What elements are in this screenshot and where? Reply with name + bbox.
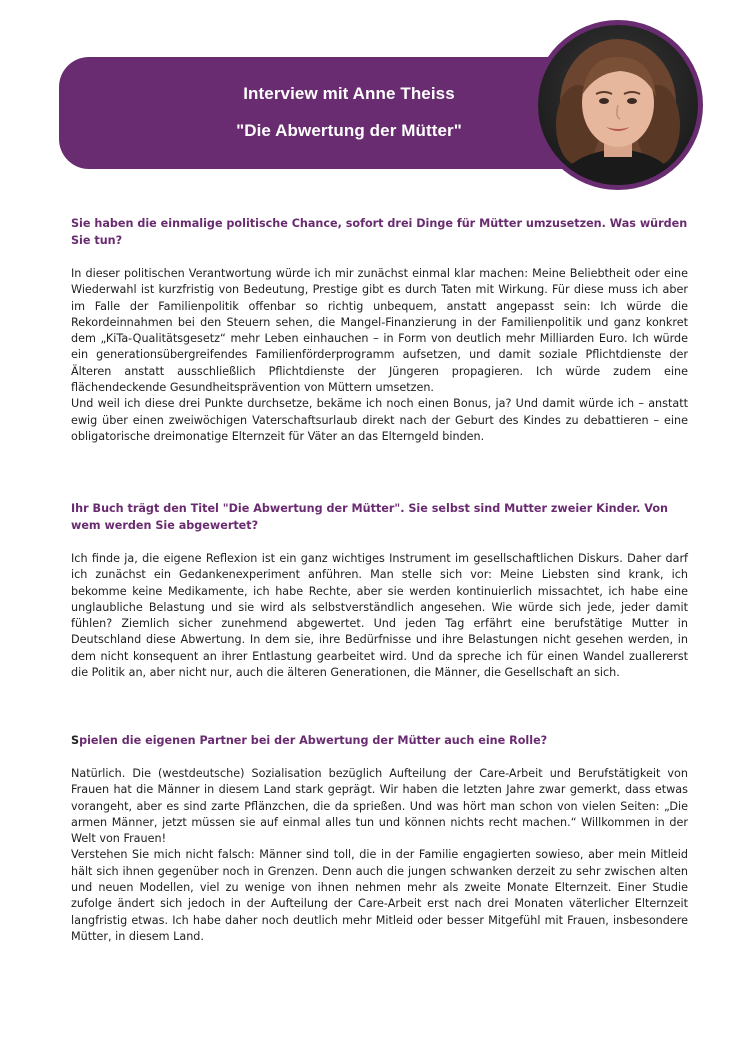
question-2: Ihr Buch trägt den Titel "Die Abwertung der Mütter". Sie selbst sind Mutter zweier Kinder. Von wem werden Sie abgewertet?	[71, 502, 668, 532]
question-1: Sie haben die einmalige politische Chance, sofort drei Dinge für Mütter umzusetzen. Was würden Sie tun?	[71, 217, 688, 247]
answer-1-paragraph-1: In dieser politischen Verantwortung würde ich mir zunächst einmal klar machen: Meine Beliebtheit oder eine Wiederwahl ist kurzfristig von Bedeutung, Prestige gibt es durch Taten mit Wirkung. Für diese muss ich aber im Falle der Familienpolitik offenbar so richtig unbequem, anstatt angepasst sein: Ich würde die Rekordeinnahmen bei den Steuern sehen, die Mangel-Finanzierung in der Familienpolitik und ganz konkret dem „KiTa-Qualitätsgesetz“ mehr Leben einhauchen – in Form von deutlich mehr Milliarden Euro. Ich würde ein generationsübergreifendes Familienförderprogramm aufsetzen, und damit soziale Pflichtdienste der Älteren anstatt ausschließlich Pflichtdienste der Jüngeren propagieren. Ich würde zudem eine flächendeckende Gesundheitsprävention von Müttern umsetzen.	[71, 267, 688, 395]
question-3	[71, 732, 688, 749]
question-3-text: pielen die eigenen Partner bei der Abwertung der Mütter auch eine Rolle?	[79, 734, 548, 747]
question-3-initial: S	[71, 734, 80, 747]
portrait-photo	[533, 20, 703, 190]
answer-2-paragraph-1: Ich finde ja, die eigene Reflexion ist ein ganz wichtiges Instrument im gesellschaftlichen Diskurs. Daher darf ich zunächst ein Gedankenexperiment anführen. Man stelle sich vor: Meine Liebsten sind krank, ich bekomme keine Medikamente, ich habe Rechte, aber sie werden kontinuierlich missachtet, ich habe eine unglaubliche Belastung und sie wird als selbstverständlich angesehen. Wie würde sich jede, jeder damit fühlen? Ziemlich sicher zunehmend abgewertet. Und jeden Tag erfährt eine berufstätige Mutter in Deutschland diese Abwertung. In dem sie, ihre Bedürfnisse und ihre Belastungen nicht gesehen werden, in dem nicht konsequent an ihrer Entlastung gearbeitet wird. Und da spreche ich für einen Wandel zuallererst die Politik an, aber nicht nur, auch die älteren Generationen, die Männer, die Gesellschaft an sich.	[71, 552, 688, 680]
answer-3-paragraph-2: Verstehen Sie mich nicht falsch: Männer sind toll, die in der Familie engagierten sowieso, aber mein Mitleid hält sich ihnen gegenüber noch in Grenzen. Denn auch die jungen schwanken derzeit zu sehr zwischen alten und neuen Modellen, viel zu wenige von ihnen nehmen mehr als zweite Monate Elternzeit. Einer Studie zufolge ändert sich jedoch in der Aufteilung der Care-Arbeit erst nach drei Monaten väterlicher Elternzeit langfristig etwas. Ich habe daher noch deutlich mehr Mitleid oder besser Mitgefühl mit Frauen, insbesondere Mütter, in diesem Land.	[71, 848, 688, 943]
answer-3-paragraph-1: Natürlich. Die (westdeutsche) Sozialisation bezüglich Aufteilung der Care-Arbeit und Berufstätigkeit von Frauen hat die Männer in diesem Land stark geprägt. Wir haben die letzten Jahre zwar gemerkt, dass etwas vorangeht, aber es sind zarte Pflänzchen, die da sprießen. Und was hört man schon von vielen Seiten: „Die armen Männer, jetzt müssen sie auf einmal alles tun und können nichts recht machen.“ Willkommen in der Welt von Frauen!	[71, 767, 688, 846]
answer-1	[71, 266, 688, 445]
portrait-image	[538, 25, 698, 185]
interview-title: Interview mit Anne Theiss	[243, 84, 455, 103]
answer-1-paragraph-2: Und weil ich diese drei Punkte durchsetze, bekäme ich noch einen Bonus, ja? Und damit würde ich – anstatt ewig über einen zweiwöchigen Vaterschaftsurlaub direkt nach der Geburt des Kindes zu debattieren – eine obligatorische dreimonatige Elternzeit für Väter an das Elterngeld binden.	[71, 397, 688, 443]
answer-2	[71, 551, 688, 681]
answer-3	[71, 766, 688, 945]
interview-subtitle: "Die Abwertung der Mütter"	[236, 121, 462, 140]
